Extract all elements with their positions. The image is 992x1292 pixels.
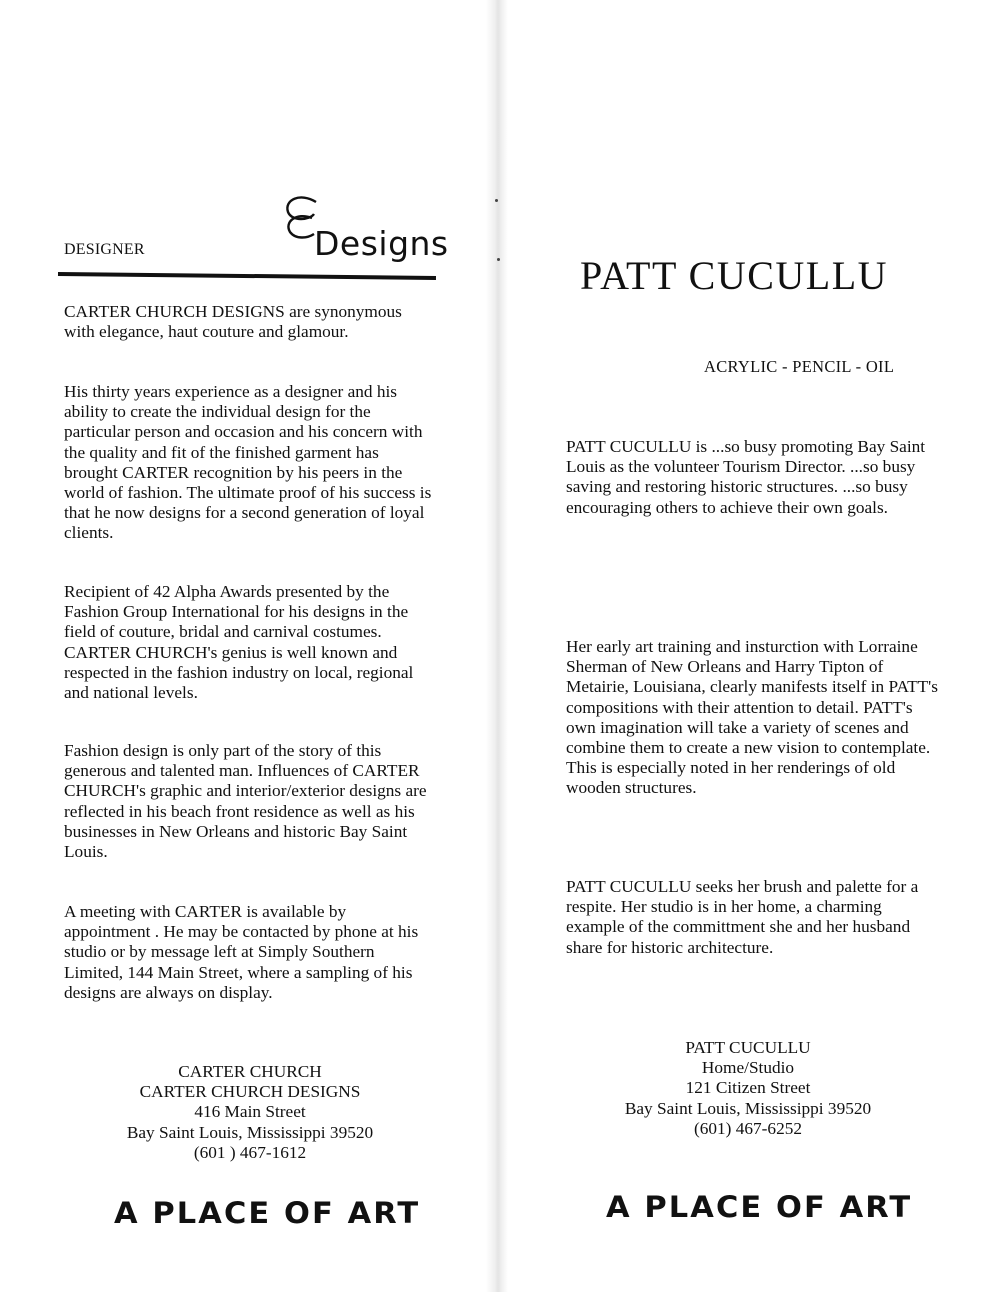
contact-line: 121 Citizen Street xyxy=(685,1078,811,1098)
contact-line: Bay Saint Louis, Mississippi 39520 xyxy=(624,1098,872,1118)
contact-line: Bay Saint Louis, Mississippi 39520 xyxy=(126,1122,374,1142)
footer-slogan: A PLACE OF ART xyxy=(114,1196,421,1230)
contact-line: (601 ) 467-1612 xyxy=(193,1142,307,1162)
right-page xyxy=(508,0,992,1292)
paragraph: A meeting with CARTER is available by appointment . He may be contacted by phone at his studio or by message left at Simply Southern Limited, 144 Main Street, where a sampling of his designs are always on display. xyxy=(64,902,419,1002)
section-label: DESIGNER xyxy=(64,241,145,258)
contact-line: Home/Studio xyxy=(701,1058,795,1078)
contact-line: PATT CUCULLU xyxy=(685,1038,811,1057)
fold-mark xyxy=(497,258,500,261)
paragraph: PATT CUCULLU seeks her brush and palette for a respite. Her studio is in her home, a charming example of the committment she and her husband share for historic architecture. xyxy=(566,877,919,957)
paragraph: Recipient of 42 Alpha Awards presented by the Fashion Group International for his designs in the field of couture, bridal and carnival costumes. CARTER CHURCH's genius is well known and respected in the fashion industry on local, regional and national levels. xyxy=(64,582,414,703)
center-fold xyxy=(486,0,508,1292)
contact-block xyxy=(60,1062,440,1163)
left-page xyxy=(0,0,486,1292)
artist-title: PATT CUCULLU xyxy=(580,253,889,298)
contact-line: (601) 467-6252 xyxy=(694,1118,802,1138)
footer-slogan: A PLACE OF ART xyxy=(606,1190,913,1224)
media-list: ACRYLIC - PENCIL - OIL xyxy=(704,357,895,376)
logo-text: Designs xyxy=(314,224,449,263)
contact-block xyxy=(548,1038,948,1139)
contact-line: 416 Main Street xyxy=(194,1102,306,1122)
paragraph: CARTER CHURCH DESIGNS are synonymous with elegance, haut couture and glamour. xyxy=(64,302,402,342)
paragraph: PATT CUCULLU is ...so busy promoting Bay Saint Louis as the volunteer Tourism Director. ...so busy saving and restoring historic structures. ...so busy encouraging others to achieve their own goals. xyxy=(566,437,926,517)
paragraph: Her early art training and insturction with Lorraine Sherman of New Orleans and Harry Tipton of Metairie, Louisiana, clearly manifests itself in PATT's compositions with their attention to detail. PATT's own imagination will take a variety of scenes and combine them to create a new vision to contemplate. This is especially noted in her renderings of old wooden structures. xyxy=(566,637,939,798)
designs-logo xyxy=(278,188,449,270)
fold-mark xyxy=(495,199,498,202)
paragraph: His thirty years experience as a designer and his ability to create the individual design for the particular person and occasion and his concern with the quality and fit of the finished garment has brought CARTER recognition by his peers in the world of fashion. The ultimate proof of his success is that he now designs for a second generation of loyal clients. xyxy=(64,382,432,543)
contact-line: CARTER CHURCH xyxy=(178,1062,322,1081)
contact-line: CARTER CHURCH DESIGNS xyxy=(139,1082,361,1102)
paragraph: Fashion design is only part of the story of this generous and talented man. Influences of CARTER CHURCH's graphic and interior/exterior designs are reflected in his beach front residence as well as his businesses in New Orleans and historic Bay Saint Louis. xyxy=(64,741,427,862)
header-rule xyxy=(58,272,436,280)
